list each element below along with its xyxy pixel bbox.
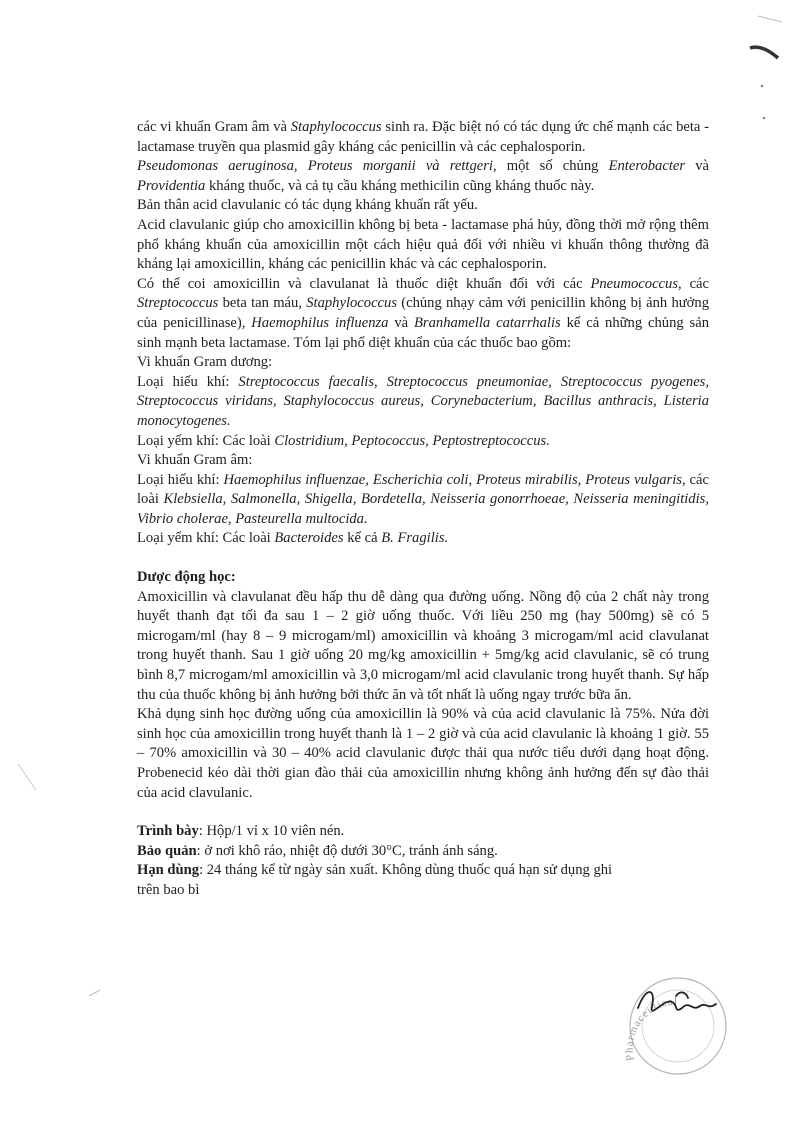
para-gram-negative-aerobic: Loại hiếu khí: Haemophilus influenzae, Escherichia coli, Proteus mirabilis, Proteus vulgaris, các loài Klebsiella, Salmonella, Shigella, Bordetella, Neisseria gonorrhoeae, Neisseria meningitidis, Vibrio cholerae, Pasteurella multocida. <box>137 471 709 527</box>
pharmacokinetics-heading: Dược động học: <box>137 569 236 586</box>
para-resistant-species: Pseudomonas aeruginosa, Proteus morganii và rettgeri, một số chủng Enterobacter và Providentia kháng thuốc, và cả tụ cầu kháng methicilin cũng kháng thuốc này. <box>137 158 709 194</box>
stamp-text: Pharmaceutical <box>623 995 679 1062</box>
expiry-line <box>137 861 617 900</box>
expiry-value: : 24 tháng kể từ ngày sản xuất. Không dùng thuốc quá hạn sử dụng ghi trên bao bì <box>137 862 613 898</box>
para-gram-negative-anaerobic: Loại yếm khí: Các loài Bacteroides kể cả B. Fragilis. <box>137 530 449 547</box>
para-gram-positive-anaerobic: Loại yếm khí: Các loài Clostridium, Peptococcus, Peptostreptococcus. <box>137 432 550 449</box>
storage-value: : ở nơi khô ráo, nhiệt độ dưới 30°C, tránh ánh sáng. <box>196 842 498 859</box>
storage-label: Bảo quản <box>137 842 197 859</box>
para-gram-positive-title: Vi khuẩn Gram dương: <box>137 354 273 371</box>
presentation-label: Trình bày <box>137 823 199 840</box>
para-clavulanic-protect: Acid clavulanic giúp cho amoxicillin không bị beta - lactamase phá hủy, đồng thời mở rộng thêm phổ kháng khuẩn của amoxicillin một cách hiệu quả đối với nhiều vi khuẩn thông thường đã kháng lại amoxicillin, kháng các penicillin khác và các cephalosporin. <box>137 216 709 273</box>
expiry-label: Hạn dùng <box>137 862 200 879</box>
scan-mark-left <box>14 760 44 800</box>
para-clavulanic-weak: Bản thân acid clavulanic có tác dụng kháng khuẩn rất yếu. <box>137 197 478 214</box>
pharmacokinetics-paragraph-1: Amoxicillin và clavulanat đều hấp thu dễ dàng qua đường uống. Nồng độ của 2 chất này trong huyết thanh đạt tối đa sau 1 – 2 giờ uống thuốc. Với liều 250 mg (hay 500mg) sẽ có 5 microgam/ml (hay 8 – 9 microgam/ml) amoxicillin và khoảng 3 microgam/ml acid clavulanat trong huyết thanh. Sau 1 giờ uống 20 mg/kg amoxicillin + 5mg/kg acid clavulanic, sẽ có trung bình 8,7 microgam/ml amoxicillin và 3,0 microgam/ml acid clavulanic trong huyết thanh. Sự hấp thu của thuốc không bị ảnh hưởng bởi thức ăn và tốt nhất là uống ngay trước bữa ăn. <box>137 588 709 703</box>
indications-section <box>137 118 709 549</box>
presentation-line <box>137 822 709 842</box>
pharmacokinetics-paragraph-2: Khả dụng sinh học đường uống của amoxicillin là 90% và của acid clavulanic là 75%. Nửa đời sinh học của amoxicillin trong huyết thanh là 1 – 2 giờ và của acid clavulanic là khoảng 1 giờ. 55 – 70% amoxicillin và 30 – 40% acid clavulanic được thải qua nước tiểu dưới dạng hoạt động. Probenecid kéo dài thời gian đào thải của amoxicillin nhưng không ảnh hưởng đến sự đào thải của acid clavulanic. <box>137 706 709 801</box>
para-bactericidal: Có thể coi amoxicillin và clavulanat là thuốc diệt khuẩn đối với các Pneumococcus, các Streptococcus beta tan máu, Staphylococcus (chủng nhạy cảm với penicillin không bị ảnh hưởng của penicillinase), Haemophilus influenza và Branhamella catarrhalis kể cả những chủng sản sinh mạnh beta lactamase. Tóm lại phổ diệt khuẩn của các thuốc bao gồm: <box>137 275 710 351</box>
storage-line <box>137 842 709 862</box>
scan-mark-left-low <box>86 986 106 1006</box>
para-gram-positive-aerobic: Loại hiếu khí: Streptococcus faecalis, Streptococcus pneumoniae, Streptococcus pyogenes, Streptococcus viridans, Staphylococcus aureus, Corynebacterium, Bacillus anthracis, Listeria monocytogenes. <box>137 373 709 429</box>
scan-mark-top-right <box>744 14 792 124</box>
para-intro: các vi khuẩn Gram âm và Staphylococcus sinh ra. Đặc biệt nó có tác dụng ức chế mạnh các beta - lactamase truyền qua plasmid gây kháng các penicillin và các cephalosporin. <box>137 119 710 155</box>
company-stamp <box>616 968 736 1078</box>
document-body <box>137 118 709 901</box>
presentation-value: : Hộp/1 vỉ x 10 viên nén. <box>198 823 345 840</box>
para-gram-negative-title: Vi khuẩn Gram âm: <box>137 452 253 469</box>
